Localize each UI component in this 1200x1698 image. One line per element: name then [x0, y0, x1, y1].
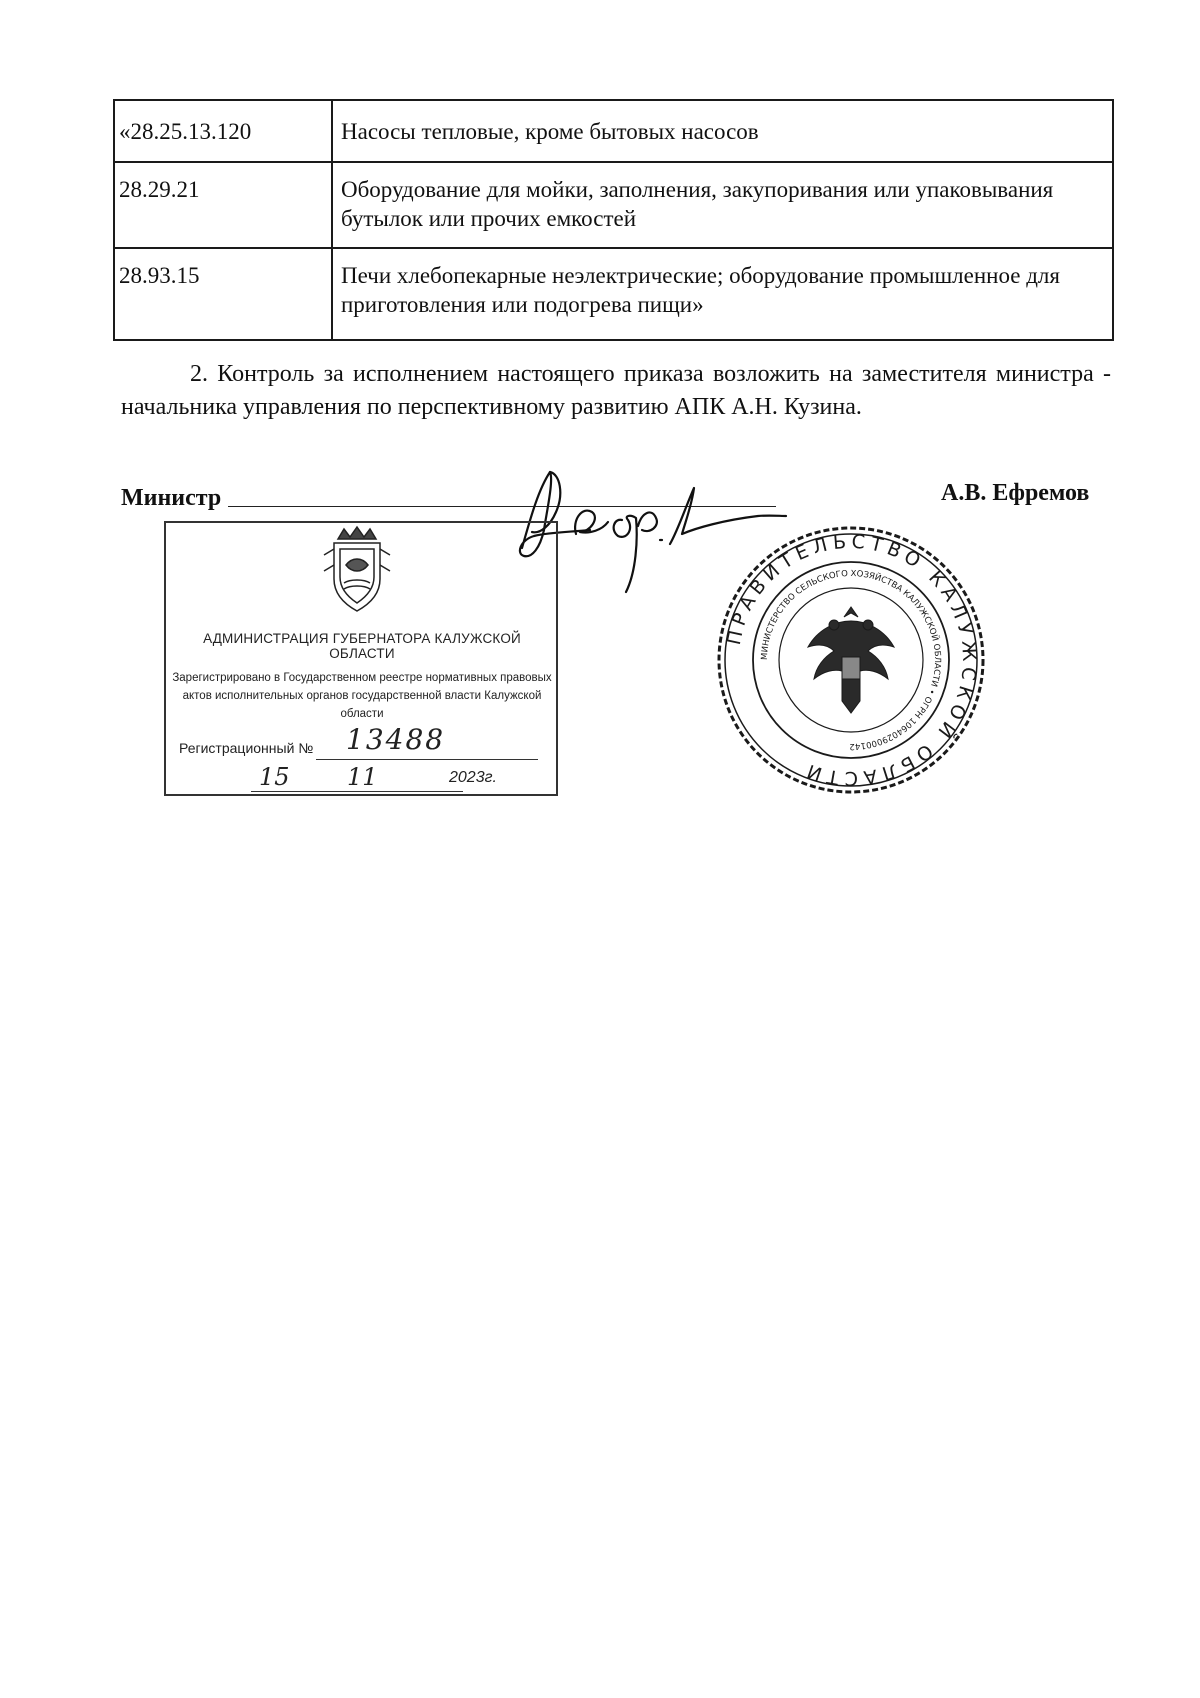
- round-seal: [716, 525, 986, 795]
- description-cell: Насосы тепловые, кроме бытовых насосов: [332, 100, 1113, 162]
- table-row: [114, 248, 1113, 340]
- registration-number-line: [316, 759, 538, 760]
- registration-org: АДМИНИСТРАЦИЯ ГУБЕРНАТОРА КАЛУЖСКОЙ ОБЛАСТИ: [203, 631, 521, 661]
- code-cell: 28.29.21: [114, 162, 332, 248]
- registration-date-line: [251, 791, 463, 792]
- registration-text: Зарегистрировано в Государственном реестре нормативных правовых актов исполнительных органов государственной власти Калужской области: [172, 672, 552, 720]
- registration-number: 13488: [346, 723, 446, 756]
- registration-date-year: 2023г.: [449, 769, 497, 786]
- coat-of-arms-icon: [316, 525, 398, 615]
- signatory-title: Министр: [121, 485, 222, 511]
- okpd-codes-table: [113, 99, 1114, 341]
- registration-date-month: 11: [347, 763, 378, 791]
- registration-date: [251, 763, 511, 793]
- description-cell: Печи хлебопекарные неэлектрические; оборудование промышленное для приготовления или подогрева пищи»: [332, 248, 1113, 340]
- registration-number-label: Регистрационный №: [179, 740, 314, 756]
- seal-outer-text: ПРАВИТЕЛЬСТВО КАЛУЖСКОЙ ОБЛАСТИ: [722, 530, 981, 790]
- description-cell: Оборудование для мойки, заполнения, закупоривания или упаковывания бутылок или прочих емкостей: [332, 162, 1113, 248]
- registration-stamp: [164, 521, 558, 796]
- double-headed-eagle-icon: [808, 607, 894, 713]
- registration-date-day: 15: [259, 763, 290, 791]
- table-row: [114, 100, 1113, 162]
- table-row: [114, 162, 1113, 248]
- control-paragraph: 2. Контроль за исполнением настоящего приказа возложить на заместителя министра - начальника управления по перспективному развитию АПК А.Н. Кузина.: [121, 361, 1111, 420]
- code-cell: 28.93.15: [114, 248, 332, 340]
- signatory-name: А.В. Ефремов: [941, 480, 1090, 506]
- seal-inner-text: МИНИСТЕРСТВО СЕЛЬСКОГО ХОЗЯЙСТВА КАЛУЖСКОЙ ОБЛАСТИ • ОГРН 1064029000142: [759, 568, 943, 752]
- code-cell: «28.25.13.120: [114, 100, 332, 162]
